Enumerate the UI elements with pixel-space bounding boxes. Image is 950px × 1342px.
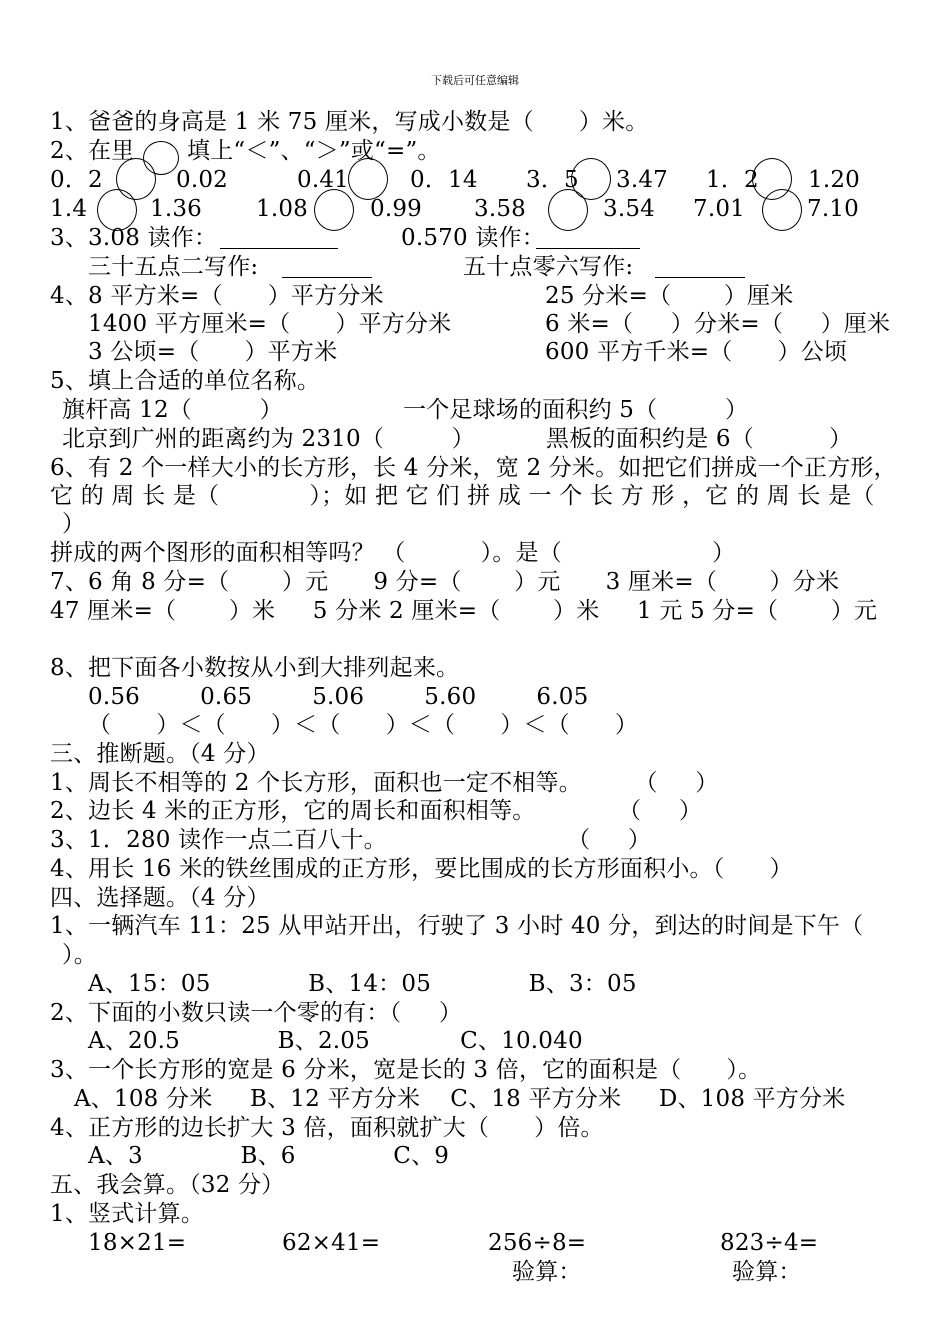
choice-3: 3、一个长方形的宽是 6 分米，宽是长的 3 倍，它的面积是（ ）。 [50,1057,762,1083]
section-5-title: 五、我会算。（32 分） [50,1172,285,1198]
calc-item: 62×41= [282,1230,381,1256]
question-5b: 一个足球场的面积约 5（ ） [403,397,749,423]
choice-1-options: A、15：05 B、14：05 B、3：05 [88,971,637,997]
check-label: 验算： [512,1259,582,1285]
compare-right: 0.99 [370,196,423,222]
section-3-title: 三、推断题。（4 分） [50,741,270,767]
question-8-answer: （ ）＜（ ）＜（ ）＜（ ）＜（ ） [88,712,639,738]
question-2: 2、在里 填上“＜”、“＞”或“=”。 [50,138,441,164]
question-6: 6、有 2 个一样大小的长方形，长 4 分米，宽 2 分米。如把它们拼成一个正方形， [50,455,897,481]
choice-2: 2、下面的小数只读一个零的有：（ ） [50,1000,463,1026]
compare-circle [314,189,354,231]
question-6-line4: 拼成的两个图形的面积相等吗？ （ ）。是（ ） [50,540,736,566]
compare-right: 0.02 [176,167,229,193]
judge-4: 4、用长 16 米的铁丝围成的正方形，要比围成的长方形面积小。（ ） [50,856,793,882]
compare-left: 0．2 [50,167,103,193]
compare-right: 3.54 [603,196,656,222]
choice-4-options: A、3 B、6 C、9 [88,1143,450,1169]
answer-line [536,248,640,249]
choice-1-cont: ）。 [62,942,97,968]
compare-left: 7.01 [693,196,746,222]
compare-right: 3.47 [616,167,669,193]
choice-1: 1、一辆汽车 11：25 从甲站开出，行驶了 3 小时 40 分，到达的时间是下午（ [50,913,864,939]
calc-item: 256÷8= [488,1230,587,1256]
section-4-title: 四、选择题。（4 分） [50,885,270,911]
question-5c: 北京到广州的距离约为 2310（ ） [62,426,475,452]
question-6-line2: 它 的 周 长 是（ ）；如 把 它 们 拼 成 一 个 长 方 形 ，它 的 周 长 是（ [50,483,875,509]
calc-1-title: 1、竖式计算。 [50,1201,205,1227]
compare-left: 1.4 [50,196,88,222]
question-4e: 3 公顷=（ ）平方米 [88,339,338,365]
judge-2: 2、边长 4 米的正方形，它的周长和面积相等。 （ ） [50,798,703,824]
check-label: 验算： [732,1259,802,1285]
calc-item: 18×21= [88,1230,187,1256]
question-5d: 黑板的面积约是 6（ ） [546,426,853,452]
question-8: 8、把下面各小数按从小到大排列起来。 [50,655,460,681]
compare-right: 0．14 [410,167,478,193]
question-3b: 0.570 读作： [401,225,545,251]
page-header: 下载后可任意编辑 [431,74,519,87]
question-5: 5、填上合适的单位名称。 [50,368,321,394]
compare-circle [348,158,388,200]
question-7b: 47 厘米=（ ）米 5 分米 2 厘米=（ ）米 1 元 5 分=（ ）元 [50,598,878,624]
compare-circle [762,189,802,231]
question-4c: 1400 平方厘米=（ ）平方分米 [88,311,452,337]
choice-2-options: A、20.5 B、2.05 C、10.040 [88,1028,583,1054]
question-4d: 6 米=（ ）分米=（ ）厘米 [545,311,891,337]
compare-right: 7.10 [807,196,860,222]
judge-1: 1、周长不相等的 2 个长方形，面积也一定不相等。 （ ） [50,770,719,796]
calc-item: 823÷4= [720,1230,819,1256]
question-3a: 3、3.08 读作： [50,225,218,251]
question-4a: 4、8 平方米=（ ）平方分米 [50,283,384,309]
question-5a: 旗杆高 12（ ） [62,397,283,423]
choice-4: 4、正方形的边长扩大 3 倍，面积就扩大（ ）倍。 [50,1115,604,1141]
compare-left: 1.08 [256,196,309,222]
compare-left: 0.41 [297,167,350,193]
compare-right: 1.20 [808,167,861,193]
compare-left: 1．2 [706,167,759,193]
judge-3: 3、1．280 读作一点二百八十。 （ ） [50,827,652,853]
question-1: 1、爸爸的身高是 1 米 75 厘米，写成小数是（ ）米。 [50,109,649,135]
answer-line [220,248,338,249]
question-6-line3: ） [62,511,86,537]
choice-3-options: A、108 分米 B、12 平方分米 C、18 平方分米 D、108 平方分米 [74,1086,846,1112]
question-4f: 600 平方千米=（ ）公顷 [545,339,848,365]
question-3c: 三十五点二写作: [88,254,259,280]
answer-line [655,277,745,278]
question-3d: 五十点零六写作: [463,254,634,280]
question-7a: 7、6 角 8 分=（ ）元 9 分=（ ）元 3 厘米=（ ）分米 [50,569,840,595]
compare-circle [548,189,588,231]
compare-left: 3.58 [474,196,527,222]
answer-line [282,277,372,278]
question-8-numbers: 0.56 0.65 5.06 5.60 6.05 [88,684,589,710]
compare-right: 1.36 [150,196,203,222]
compare-left: 3．5 [526,167,579,193]
question-4b: 25 分米=（ ）厘米 [545,283,794,309]
